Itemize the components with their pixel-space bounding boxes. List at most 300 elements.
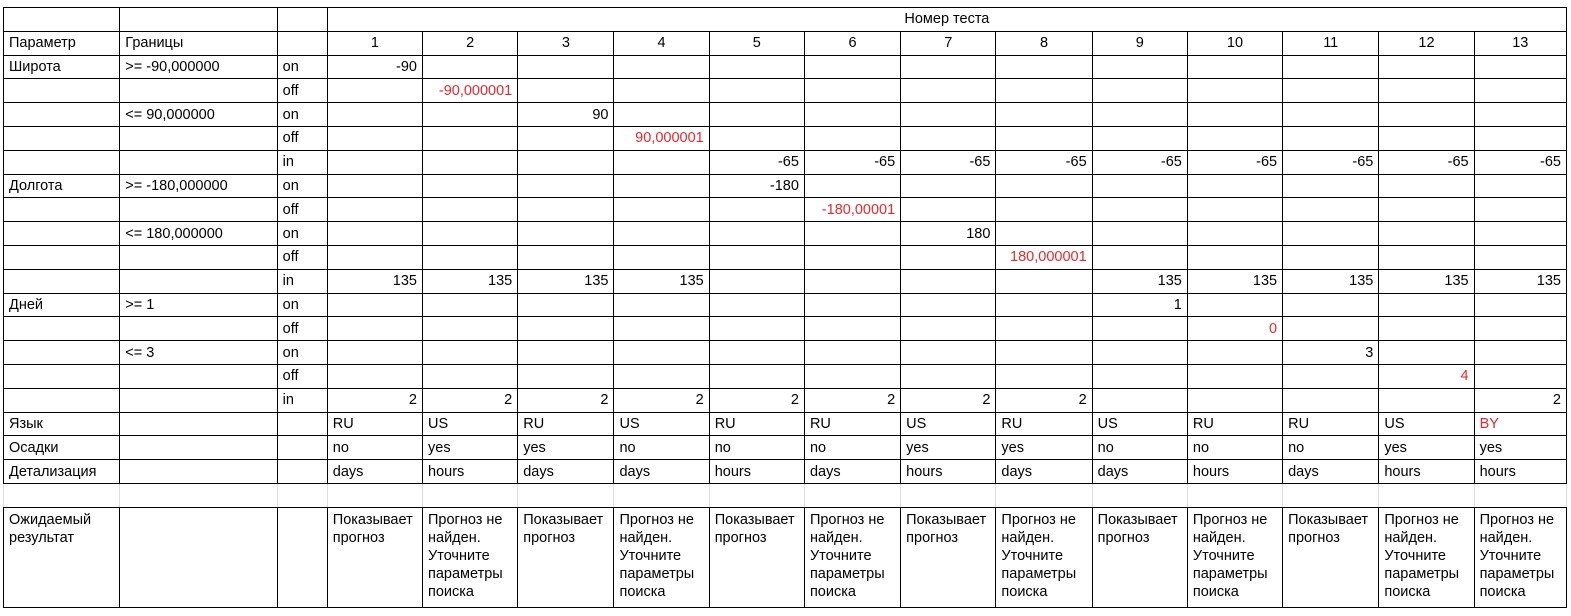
option-cell[interactable]: yes bbox=[518, 436, 614, 460]
value-cell[interactable] bbox=[709, 269, 804, 293]
bound-cell[interactable]: >= 1 bbox=[120, 293, 277, 317]
value-cell[interactable] bbox=[1474, 174, 1566, 198]
value-cell[interactable] bbox=[423, 245, 518, 269]
test-number-13[interactable]: 13 bbox=[1474, 31, 1566, 55]
value-cell[interactable] bbox=[996, 269, 1092, 293]
value-cell[interactable] bbox=[327, 364, 422, 388]
value-cell[interactable] bbox=[1187, 174, 1282, 198]
value-cell[interactable] bbox=[996, 174, 1092, 198]
value-cell[interactable] bbox=[518, 317, 614, 341]
value-cell[interactable] bbox=[518, 222, 614, 246]
value-cell[interactable] bbox=[996, 55, 1092, 79]
value-cell[interactable] bbox=[901, 126, 996, 150]
result-cell[interactable]: Прогноз не найден. Уточните параметры поиска bbox=[614, 507, 709, 607]
value-cell[interactable]: 180 bbox=[901, 222, 996, 246]
option-cell[interactable]: RU bbox=[804, 412, 900, 436]
option-cell[interactable]: BY bbox=[1474, 412, 1566, 436]
value-cell[interactable] bbox=[327, 198, 422, 222]
option-cell[interactable]: days bbox=[327, 460, 422, 484]
cell[interactable] bbox=[120, 507, 277, 607]
value-cell[interactable]: -65 bbox=[1474, 150, 1566, 174]
value-cell[interactable] bbox=[901, 55, 996, 79]
cell[interactable] bbox=[277, 412, 327, 436]
value-cell[interactable]: -180,00001 bbox=[804, 198, 900, 222]
option-cell[interactable]: yes bbox=[901, 436, 996, 460]
value-cell[interactable] bbox=[423, 317, 518, 341]
value-cell[interactable] bbox=[614, 55, 709, 79]
value-cell[interactable]: 90,000001 bbox=[614, 126, 709, 150]
option-cell[interactable]: yes bbox=[423, 436, 518, 460]
value-cell[interactable]: 135 bbox=[614, 269, 709, 293]
class-type-cell[interactable]: off bbox=[277, 317, 327, 341]
value-cell[interactable]: 4 bbox=[1379, 364, 1474, 388]
value-cell[interactable] bbox=[518, 79, 614, 103]
option-cell[interactable]: days bbox=[614, 460, 709, 484]
bound-cell[interactable] bbox=[120, 245, 277, 269]
value-cell[interactable] bbox=[1379, 317, 1474, 341]
test-number-7[interactable]: 7 bbox=[901, 31, 996, 55]
value-cell[interactable]: 3 bbox=[1283, 341, 1379, 365]
class-type-cell[interactable]: on bbox=[277, 174, 327, 198]
value-cell[interactable] bbox=[1092, 388, 1187, 412]
result-cell[interactable]: Прогноз не найден. Уточните параметры поиска bbox=[996, 507, 1092, 607]
cell[interactable] bbox=[4, 8, 120, 32]
value-cell[interactable] bbox=[423, 150, 518, 174]
bound-cell[interactable]: <= 3 bbox=[120, 341, 277, 365]
value-cell[interactable] bbox=[1187, 198, 1282, 222]
option-cell[interactable]: hours bbox=[1379, 460, 1474, 484]
value-cell[interactable] bbox=[901, 245, 996, 269]
value-cell[interactable] bbox=[1092, 364, 1187, 388]
bound-cell[interactable] bbox=[120, 79, 277, 103]
test-number-11[interactable]: 11 bbox=[1283, 31, 1379, 55]
value-cell[interactable] bbox=[1187, 388, 1282, 412]
value-cell[interactable] bbox=[901, 364, 996, 388]
cell[interactable] bbox=[901, 483, 996, 507]
value-cell[interactable]: 2 bbox=[518, 388, 614, 412]
cell[interactable] bbox=[277, 460, 327, 484]
value-cell[interactable] bbox=[1283, 388, 1379, 412]
value-cell[interactable]: 135 bbox=[1092, 269, 1187, 293]
value-cell[interactable] bbox=[1474, 55, 1566, 79]
cell[interactable] bbox=[1187, 483, 1282, 507]
value-cell[interactable] bbox=[1283, 79, 1379, 103]
test-number-12[interactable]: 12 bbox=[1379, 31, 1474, 55]
value-cell[interactable] bbox=[996, 198, 1092, 222]
value-cell[interactable] bbox=[327, 341, 422, 365]
value-cell[interactable] bbox=[614, 364, 709, 388]
cell[interactable] bbox=[996, 483, 1092, 507]
value-cell[interactable] bbox=[709, 341, 804, 365]
value-cell[interactable] bbox=[1474, 103, 1566, 127]
bound-cell[interactable] bbox=[120, 150, 277, 174]
value-cell[interactable] bbox=[1474, 222, 1566, 246]
option-cell[interactable]: hours bbox=[1474, 460, 1566, 484]
value-cell[interactable]: 135 bbox=[1379, 269, 1474, 293]
value-cell[interactable] bbox=[1187, 126, 1282, 150]
class-type-cell[interactable]: off bbox=[277, 79, 327, 103]
class-type-cell[interactable]: off bbox=[277, 198, 327, 222]
value-cell[interactable] bbox=[804, 364, 900, 388]
class-type-cell[interactable]: off bbox=[277, 364, 327, 388]
cell[interactable] bbox=[4, 341, 120, 365]
option-cell[interactable]: US bbox=[423, 412, 518, 436]
option-cell[interactable]: hours bbox=[1187, 460, 1282, 484]
value-cell[interactable] bbox=[614, 103, 709, 127]
cell[interactable] bbox=[120, 412, 277, 436]
option-cell[interactable]: RU bbox=[996, 412, 1092, 436]
result-cell[interactable]: Прогноз не найден. Уточните параметры поиска bbox=[1379, 507, 1474, 607]
value-cell[interactable] bbox=[996, 79, 1092, 103]
value-cell[interactable]: -180 bbox=[709, 174, 804, 198]
value-cell[interactable] bbox=[518, 364, 614, 388]
class-type-cell[interactable]: on bbox=[277, 341, 327, 365]
value-cell[interactable]: 2 bbox=[327, 388, 422, 412]
bound-cell[interactable]: >= -90,000000 bbox=[120, 55, 277, 79]
value-cell[interactable]: -65 bbox=[996, 150, 1092, 174]
value-cell[interactable] bbox=[1187, 103, 1282, 127]
cell[interactable] bbox=[4, 222, 120, 246]
value-cell[interactable] bbox=[423, 55, 518, 79]
value-cell[interactable] bbox=[1092, 317, 1187, 341]
value-cell[interactable] bbox=[1187, 222, 1282, 246]
value-cell[interactable]: -65 bbox=[1283, 150, 1379, 174]
value-cell[interactable] bbox=[327, 293, 422, 317]
value-cell[interactable] bbox=[1379, 126, 1474, 150]
bound-cell[interactable] bbox=[120, 388, 277, 412]
value-cell[interactable] bbox=[804, 55, 900, 79]
option-cell[interactable]: US bbox=[1379, 412, 1474, 436]
value-cell[interactable] bbox=[1379, 293, 1474, 317]
value-cell[interactable] bbox=[1187, 245, 1282, 269]
value-cell[interactable] bbox=[1283, 364, 1379, 388]
value-cell[interactable] bbox=[1187, 55, 1282, 79]
value-cell[interactable] bbox=[327, 317, 422, 341]
value-cell[interactable]: 135 bbox=[518, 269, 614, 293]
option-cell[interactable]: yes bbox=[1379, 436, 1474, 460]
value-cell[interactable] bbox=[518, 341, 614, 365]
value-cell[interactable] bbox=[1474, 245, 1566, 269]
value-cell[interactable] bbox=[518, 198, 614, 222]
class-type-cell[interactable]: on bbox=[277, 222, 327, 246]
result-cell[interactable]: Прогноз не найден. Уточните параметры поиска bbox=[1474, 507, 1566, 607]
cell[interactable] bbox=[4, 79, 120, 103]
value-cell[interactable] bbox=[804, 174, 900, 198]
param-name[interactable]: Детализация bbox=[4, 460, 120, 484]
value-cell[interactable] bbox=[1283, 174, 1379, 198]
cell[interactable] bbox=[277, 31, 327, 55]
param-name[interactable]: Долгота bbox=[4, 174, 120, 198]
cell[interactable] bbox=[120, 483, 277, 507]
value-cell[interactable] bbox=[1379, 222, 1474, 246]
value-cell[interactable] bbox=[423, 222, 518, 246]
value-cell[interactable]: 180,000001 bbox=[996, 245, 1092, 269]
cell[interactable] bbox=[120, 8, 277, 32]
value-cell[interactable] bbox=[709, 364, 804, 388]
test-number-6[interactable]: 6 bbox=[804, 31, 900, 55]
result-cell[interactable]: Показывает прогноз bbox=[1092, 507, 1187, 607]
bound-cell[interactable] bbox=[120, 364, 277, 388]
value-cell[interactable] bbox=[1187, 341, 1282, 365]
class-type-cell[interactable]: off bbox=[277, 245, 327, 269]
value-cell[interactable] bbox=[1283, 293, 1379, 317]
test-number-10[interactable]: 10 bbox=[1187, 31, 1282, 55]
value-cell[interactable] bbox=[1092, 103, 1187, 127]
value-cell[interactable] bbox=[1092, 245, 1187, 269]
value-cell[interactable] bbox=[709, 245, 804, 269]
value-cell[interactable] bbox=[901, 198, 996, 222]
test-number-header[interactable]: Номер теста bbox=[327, 8, 1566, 32]
value-cell[interactable] bbox=[327, 79, 422, 103]
value-cell[interactable] bbox=[1187, 293, 1282, 317]
value-cell[interactable] bbox=[709, 79, 804, 103]
cell[interactable] bbox=[518, 483, 614, 507]
value-cell[interactable] bbox=[996, 293, 1092, 317]
value-cell[interactable]: 90 bbox=[518, 103, 614, 127]
value-cell[interactable]: -90 bbox=[327, 55, 422, 79]
param-column-header[interactable]: Параметр bbox=[4, 31, 120, 55]
value-cell[interactable]: -65 bbox=[804, 150, 900, 174]
option-cell[interactable]: RU bbox=[1283, 412, 1379, 436]
option-cell[interactable]: no bbox=[614, 436, 709, 460]
value-cell[interactable]: 2 bbox=[804, 388, 900, 412]
value-cell[interactable] bbox=[327, 126, 422, 150]
option-cell[interactable]: US bbox=[614, 412, 709, 436]
value-cell[interactable] bbox=[1187, 79, 1282, 103]
cell[interactable] bbox=[120, 460, 277, 484]
value-cell[interactable]: 135 bbox=[327, 269, 422, 293]
test-number-4[interactable]: 4 bbox=[614, 31, 709, 55]
cell[interactable] bbox=[277, 436, 327, 460]
value-cell[interactable] bbox=[1283, 222, 1379, 246]
value-cell[interactable] bbox=[1283, 317, 1379, 341]
value-cell[interactable] bbox=[1283, 245, 1379, 269]
value-cell[interactable] bbox=[327, 103, 422, 127]
value-cell[interactable]: 2 bbox=[614, 388, 709, 412]
value-cell[interactable] bbox=[518, 55, 614, 79]
value-cell[interactable] bbox=[901, 269, 996, 293]
result-cell[interactable]: Прогноз не найден. Уточните параметры поиска bbox=[1187, 507, 1282, 607]
value-cell[interactable] bbox=[1092, 79, 1187, 103]
bound-cell[interactable] bbox=[120, 126, 277, 150]
result-cell[interactable]: Прогноз не найден. Уточните параметры поиска bbox=[804, 507, 900, 607]
option-cell[interactable]: no bbox=[1092, 436, 1187, 460]
value-cell[interactable] bbox=[901, 317, 996, 341]
value-cell[interactable] bbox=[423, 293, 518, 317]
cell[interactable] bbox=[4, 198, 120, 222]
test-number-1[interactable]: 1 bbox=[327, 31, 422, 55]
bound-cell[interactable]: <= 180,000000 bbox=[120, 222, 277, 246]
option-cell[interactable]: RU bbox=[1187, 412, 1282, 436]
value-cell[interactable] bbox=[804, 293, 900, 317]
value-cell[interactable] bbox=[804, 103, 900, 127]
value-cell[interactable]: 135 bbox=[1187, 269, 1282, 293]
value-cell[interactable] bbox=[1474, 293, 1566, 317]
value-cell[interactable] bbox=[996, 103, 1092, 127]
value-cell[interactable]: 1 bbox=[1092, 293, 1187, 317]
value-cell[interactable] bbox=[1092, 341, 1187, 365]
option-cell[interactable]: days bbox=[1283, 460, 1379, 484]
value-cell[interactable] bbox=[327, 174, 422, 198]
cell[interactable] bbox=[4, 364, 120, 388]
value-cell[interactable]: -65 bbox=[709, 150, 804, 174]
value-cell[interactable] bbox=[996, 317, 1092, 341]
value-cell[interactable]: 2 bbox=[1474, 388, 1566, 412]
option-cell[interactable]: yes bbox=[996, 436, 1092, 460]
value-cell[interactable] bbox=[614, 79, 709, 103]
value-cell[interactable] bbox=[423, 198, 518, 222]
value-cell[interactable]: -65 bbox=[1092, 150, 1187, 174]
cell[interactable] bbox=[4, 245, 120, 269]
value-cell[interactable] bbox=[518, 150, 614, 174]
cell[interactable] bbox=[4, 388, 120, 412]
value-cell[interactable] bbox=[804, 317, 900, 341]
value-cell[interactable] bbox=[804, 126, 900, 150]
value-cell[interactable] bbox=[709, 55, 804, 79]
value-cell[interactable] bbox=[1474, 198, 1566, 222]
value-cell[interactable] bbox=[996, 341, 1092, 365]
class-type-cell[interactable]: on bbox=[277, 103, 327, 127]
result-cell[interactable]: Показывает прогноз bbox=[518, 507, 614, 607]
cell[interactable] bbox=[1283, 483, 1379, 507]
param-name[interactable]: Язык bbox=[4, 412, 120, 436]
value-cell[interactable] bbox=[423, 364, 518, 388]
cell[interactable] bbox=[277, 483, 327, 507]
value-cell[interactable] bbox=[901, 341, 996, 365]
test-number-9[interactable]: 9 bbox=[1092, 31, 1187, 55]
cell[interactable] bbox=[277, 507, 327, 607]
option-cell[interactable]: hours bbox=[423, 460, 518, 484]
cell[interactable] bbox=[4, 317, 120, 341]
value-cell[interactable] bbox=[1474, 317, 1566, 341]
class-type-cell[interactable]: in bbox=[277, 150, 327, 174]
result-cell[interactable]: Показывает прогноз bbox=[327, 507, 422, 607]
value-cell[interactable] bbox=[1474, 79, 1566, 103]
value-cell[interactable]: 135 bbox=[1283, 269, 1379, 293]
value-cell[interactable] bbox=[804, 341, 900, 365]
value-cell[interactable] bbox=[1092, 174, 1187, 198]
value-cell[interactable] bbox=[1379, 198, 1474, 222]
class-type-cell[interactable]: on bbox=[277, 55, 327, 79]
cell[interactable] bbox=[4, 126, 120, 150]
value-cell[interactable] bbox=[804, 269, 900, 293]
option-cell[interactable]: no bbox=[327, 436, 422, 460]
cell[interactable] bbox=[4, 150, 120, 174]
cell[interactable] bbox=[277, 8, 327, 32]
option-cell[interactable]: hours bbox=[709, 460, 804, 484]
value-cell[interactable] bbox=[1283, 103, 1379, 127]
bound-cell[interactable]: <= 90,000000 bbox=[120, 103, 277, 127]
value-cell[interactable] bbox=[614, 341, 709, 365]
value-cell[interactable] bbox=[614, 317, 709, 341]
cell[interactable] bbox=[327, 483, 422, 507]
cell[interactable] bbox=[1092, 483, 1187, 507]
bound-cell[interactable]: >= -180,000000 bbox=[120, 174, 277, 198]
bound-cell[interactable] bbox=[120, 269, 277, 293]
value-cell[interactable] bbox=[1474, 341, 1566, 365]
value-cell[interactable] bbox=[423, 174, 518, 198]
value-cell[interactable] bbox=[709, 103, 804, 127]
result-cell[interactable]: Показывает прогноз bbox=[901, 507, 996, 607]
option-cell[interactable]: days bbox=[518, 460, 614, 484]
value-cell[interactable] bbox=[901, 293, 996, 317]
value-cell[interactable] bbox=[1092, 55, 1187, 79]
value-cell[interactable] bbox=[327, 222, 422, 246]
cell[interactable] bbox=[804, 483, 900, 507]
value-cell[interactable] bbox=[1283, 55, 1379, 79]
value-cell[interactable] bbox=[327, 150, 422, 174]
value-cell[interactable] bbox=[709, 198, 804, 222]
param-name[interactable]: Осадки bbox=[4, 436, 120, 460]
value-cell[interactable] bbox=[1092, 126, 1187, 150]
value-cell[interactable]: 135 bbox=[1474, 269, 1566, 293]
value-cell[interactable] bbox=[1092, 198, 1187, 222]
result-cell[interactable]: Показывает прогноз bbox=[709, 507, 804, 607]
value-cell[interactable] bbox=[1092, 222, 1187, 246]
test-number-2[interactable]: 2 bbox=[423, 31, 518, 55]
cell[interactable] bbox=[4, 483, 120, 507]
param-name[interactable]: Ожидаемый результат bbox=[4, 507, 120, 607]
value-cell[interactable] bbox=[518, 245, 614, 269]
value-cell[interactable] bbox=[327, 245, 422, 269]
option-cell[interactable]: no bbox=[709, 436, 804, 460]
option-cell[interactable]: no bbox=[804, 436, 900, 460]
option-cell[interactable]: no bbox=[1283, 436, 1379, 460]
test-number-5[interactable]: 5 bbox=[709, 31, 804, 55]
value-cell[interactable] bbox=[614, 150, 709, 174]
value-cell[interactable] bbox=[1474, 126, 1566, 150]
option-cell[interactable]: US bbox=[901, 412, 996, 436]
cell[interactable] bbox=[423, 483, 518, 507]
value-cell[interactable] bbox=[996, 222, 1092, 246]
value-cell[interactable]: -65 bbox=[901, 150, 996, 174]
class-type-cell[interactable]: in bbox=[277, 388, 327, 412]
value-cell[interactable] bbox=[518, 174, 614, 198]
value-cell[interactable] bbox=[614, 174, 709, 198]
value-cell[interactable] bbox=[423, 341, 518, 365]
value-cell[interactable] bbox=[1379, 388, 1474, 412]
cell[interactable] bbox=[4, 103, 120, 127]
option-cell[interactable]: days bbox=[1092, 460, 1187, 484]
value-cell[interactable] bbox=[996, 364, 1092, 388]
option-cell[interactable]: US bbox=[1092, 412, 1187, 436]
value-cell[interactable] bbox=[901, 103, 996, 127]
param-name[interactable]: Дней bbox=[4, 293, 120, 317]
value-cell[interactable] bbox=[1379, 103, 1474, 127]
option-cell[interactable]: yes bbox=[1474, 436, 1566, 460]
option-cell[interactable]: RU bbox=[709, 412, 804, 436]
value-cell[interactable] bbox=[901, 174, 996, 198]
class-type-cell[interactable]: on bbox=[277, 293, 327, 317]
value-cell[interactable] bbox=[804, 222, 900, 246]
value-cell[interactable] bbox=[804, 79, 900, 103]
value-cell[interactable] bbox=[709, 317, 804, 341]
value-cell[interactable] bbox=[1379, 55, 1474, 79]
value-cell[interactable]: -65 bbox=[1187, 150, 1282, 174]
value-cell[interactable] bbox=[614, 222, 709, 246]
option-cell[interactable]: hours bbox=[901, 460, 996, 484]
value-cell[interactable]: 2 bbox=[709, 388, 804, 412]
value-cell[interactable] bbox=[1379, 341, 1474, 365]
test-number-8[interactable]: 8 bbox=[996, 31, 1092, 55]
value-cell[interactable] bbox=[1283, 198, 1379, 222]
value-cell[interactable] bbox=[1474, 364, 1566, 388]
value-cell[interactable] bbox=[423, 103, 518, 127]
value-cell[interactable] bbox=[518, 293, 614, 317]
value-cell[interactable]: 2 bbox=[423, 388, 518, 412]
test-number-3[interactable]: 3 bbox=[518, 31, 614, 55]
value-cell[interactable] bbox=[709, 126, 804, 150]
